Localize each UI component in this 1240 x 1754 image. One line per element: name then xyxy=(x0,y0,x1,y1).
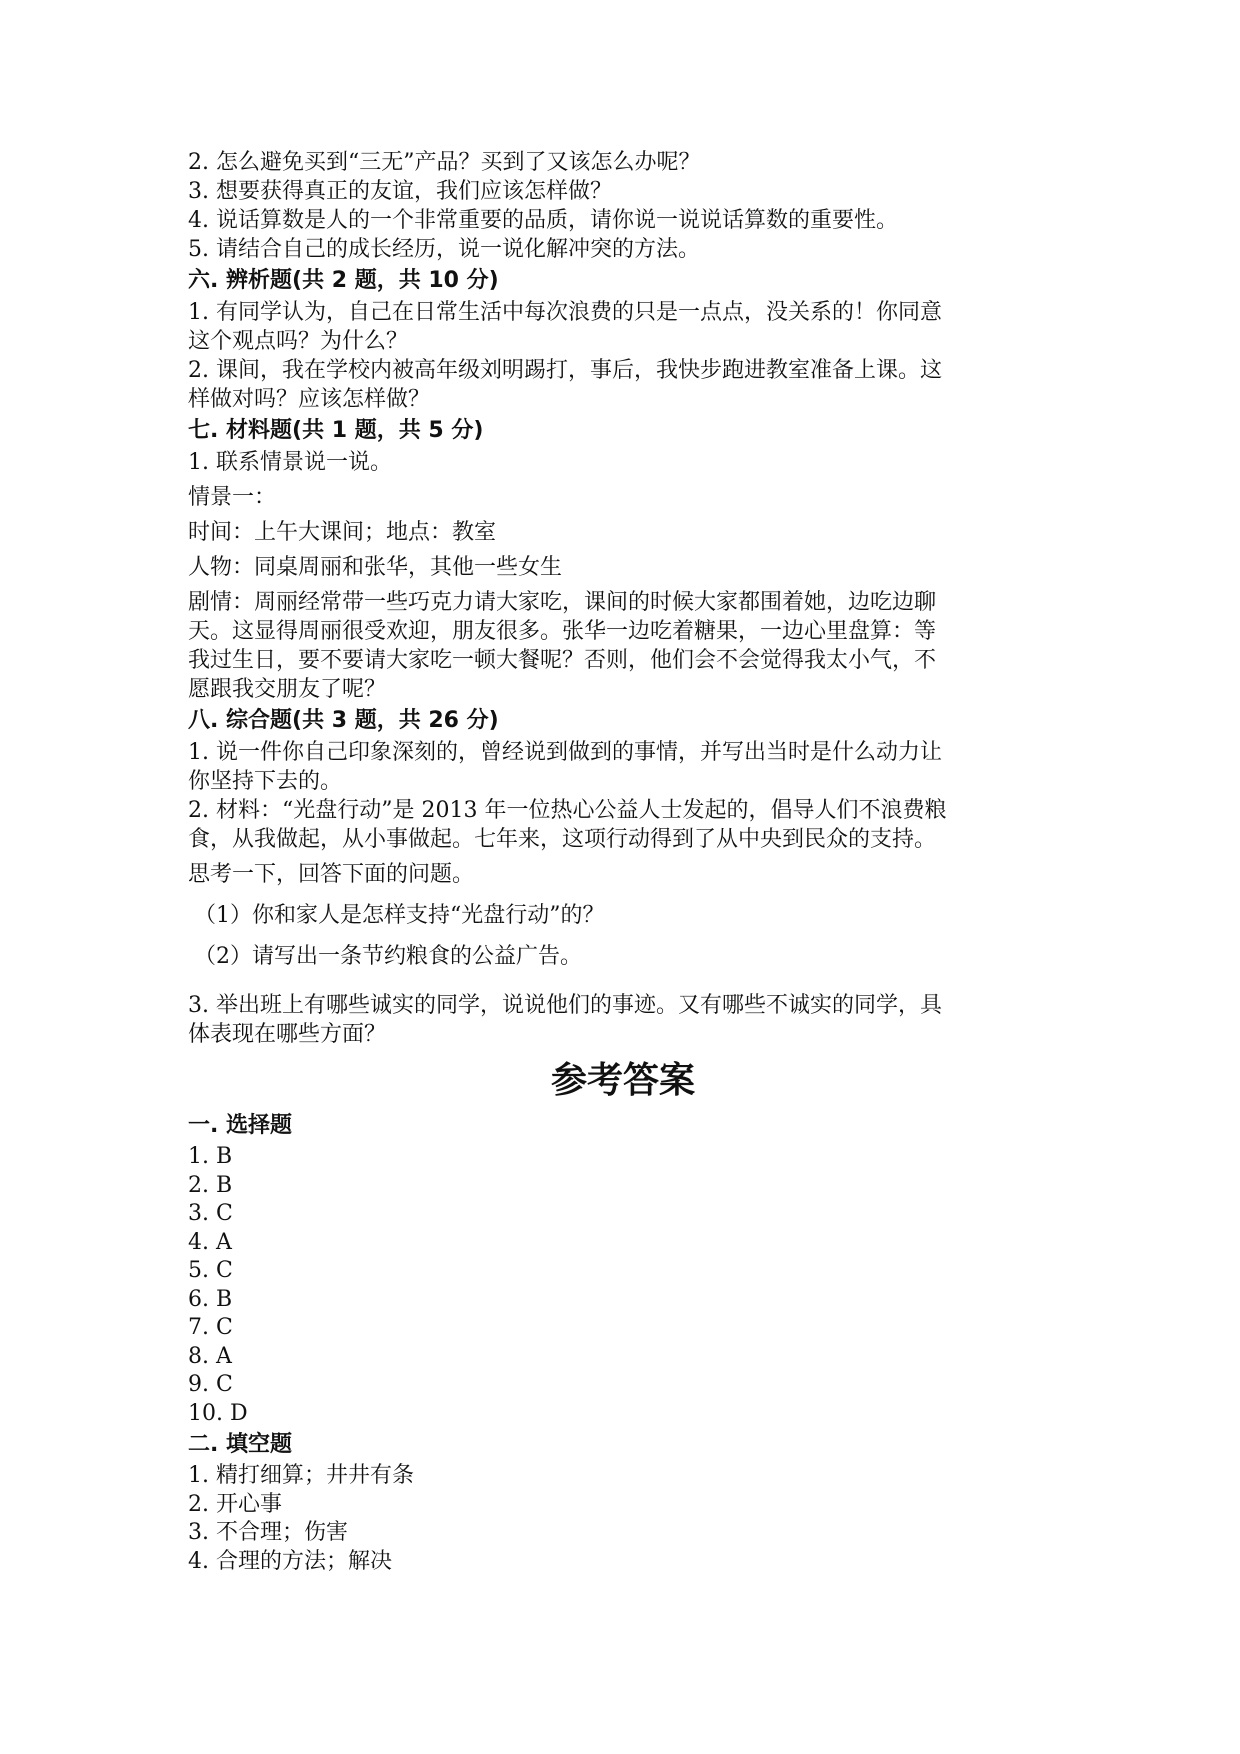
question-5-3: 3. 想要获得真正的友谊，我们应该怎样做？ xyxy=(188,179,612,204)
question-8-3-line-2: 体表现在哪些方面？ xyxy=(188,1022,387,1047)
section-7 xyxy=(188,416,1058,704)
question-6-2-line-1: 2. 课间，我在学校内被高年级刘明踢打，事后，我快步跑进教室准备上课。这 xyxy=(188,358,942,383)
question-5-4: 4. 说话算数是人的一个非常重要的品质，请你说一说说话算数的重要性。 xyxy=(188,208,898,233)
answer-item: 9. C xyxy=(188,1372,233,1397)
answer-key xyxy=(188,1055,1058,1576)
answer-item: 3. C xyxy=(188,1201,233,1226)
question-5-5: 5. 请结合自己的成长经历，说一说化解冲突的方法。 xyxy=(188,237,700,262)
answer-item: 6. B xyxy=(188,1286,233,1312)
question-8-1-line-2: 你坚持下去的。 xyxy=(188,769,343,794)
question-8-2-sub-2: （2）请写出一条节约粮食的公益广告。 xyxy=(194,944,582,969)
answer-item: 3. 不合理；伤害 xyxy=(188,1520,348,1545)
answer-item: 8. A xyxy=(188,1343,232,1369)
scene-plot-line-4: 愿跟我交朋友了呢？ xyxy=(188,677,387,702)
answer-section-2-list xyxy=(188,1462,1058,1576)
question-5-2: 2. 怎么避免买到“三无”产品？买到了又该怎么办呢？ xyxy=(188,150,701,175)
scene-label: 情景一： xyxy=(188,485,277,510)
question-8-2-think: 思考一下，回答下面的问题。 xyxy=(188,862,475,887)
answer-item: 2. 开心事 xyxy=(188,1491,282,1517)
answer-item: 4. A xyxy=(188,1229,232,1255)
scene-plot-line-1: 剧情：周丽经常带一些巧克力请大家吃，课间的时候大家都围着她，边吃边聊 xyxy=(188,590,937,615)
question-8-3-line-1: 3. 举出班上有哪些诚实的同学，说说他们的事迹。又有哪些不诚实的同学，具 xyxy=(188,993,942,1018)
scene-plot-line-2: 天。这显得周丽很受欢迎，朋友很多。张华一边吃着糖果，一边心里盘算：等 xyxy=(188,619,937,644)
question-8-2-sub-1: （1）你和家人是怎样支持“光盘行动”的？ xyxy=(194,903,605,928)
question-6-1-line-1: 1. 有同学认为，自己在日常生活中每次浪费的只是一点点，没关系的！你同意 xyxy=(188,300,942,325)
scene-people: 人物：同桌周丽和张华，其他一些女生 xyxy=(188,555,563,580)
answer-item: 4. 合理的方法；解决 xyxy=(188,1548,392,1574)
question-8-2-line-2: 食，从我做起，从小事做起。七年来，这项行动得到了从中央到民众的支持。 xyxy=(188,827,937,852)
scene-plot-line-3: 我过生日，要不要请大家吃一顿大餐呢？否则，他们会不会觉得我太小气，不 xyxy=(188,648,937,673)
answer-item: 10. D xyxy=(188,1400,248,1426)
answer-section-2-heading: 二. 填空题 xyxy=(188,1432,293,1457)
answer-item: 2. B xyxy=(188,1172,233,1198)
section-5-questions xyxy=(188,148,1058,264)
section-8-heading: 八. 综合题(共 3 题，共 26 分) xyxy=(188,708,499,733)
answer-item: 1. B xyxy=(188,1144,233,1169)
question-7-1: 1. 联系情景说一说。 xyxy=(188,450,392,475)
exam-page xyxy=(188,148,1058,1576)
answer-item: 7. C xyxy=(188,1315,233,1340)
section-8 xyxy=(188,706,1058,1049)
answer-section-1-list xyxy=(188,1143,1058,1428)
section-6 xyxy=(188,266,1058,414)
scene-time: 时间：上午大课间；地点：教室 xyxy=(188,520,497,545)
section-7-heading: 七. 材料题(共 1 题，共 5 分) xyxy=(188,418,484,443)
answer-section-1-heading: 一. 选择题 xyxy=(188,1113,293,1138)
answer-item: 1. 精打细算；井井有条 xyxy=(188,1463,414,1488)
question-8-2-line-1: 2. 材料：“光盘行动”是 2013 年一位热心公益人士发起的，倡导人们不浪费粮 xyxy=(188,798,947,823)
question-6-1-line-2: 这个观点吗？为什么？ xyxy=(188,329,409,354)
question-6-2-line-2: 样做对吗？应该怎样做？ xyxy=(188,387,431,412)
answer-key-title: 参考答案 xyxy=(550,1060,695,1101)
section-6-heading: 六. 辨析题(共 2 题，共 10 分) xyxy=(188,268,499,293)
answer-item: 5. C xyxy=(188,1258,233,1283)
question-8-1-line-1: 1. 说一件你自己印象深刻的，曾经说到做到的事情，并写出当时是什么动力让 xyxy=(188,740,942,765)
